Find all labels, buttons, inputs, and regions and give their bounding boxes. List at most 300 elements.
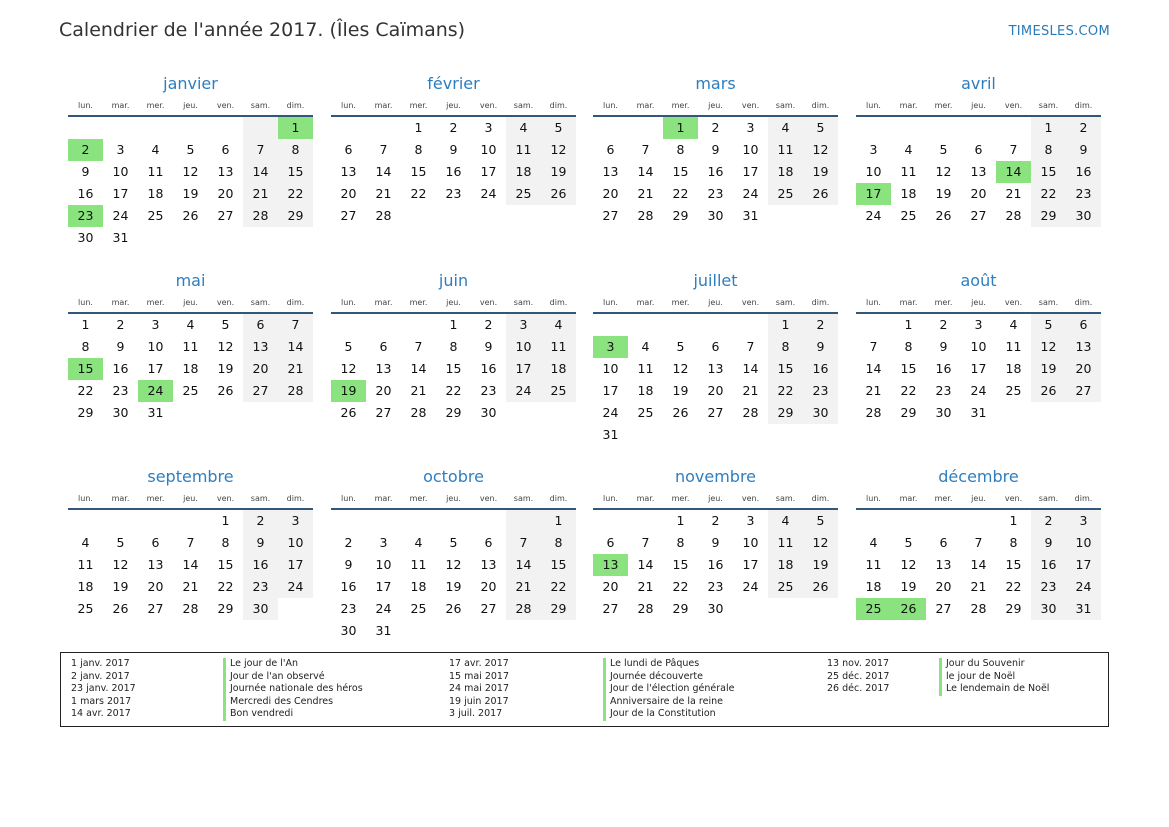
day-cell: 17 [742,164,759,179]
weekday-label: jeu. [446,100,461,110]
day-cell: 7 [746,339,755,354]
empty-day-cell [926,510,961,532]
day-cell: 12 [112,557,129,572]
day-cell: 6 [221,142,230,157]
day-cell: 14 [410,361,427,376]
weekday-label: jeu. [183,100,198,110]
day-cell: 30 [707,208,724,223]
month-11 [593,466,838,620]
legend-date: 23 janv. 2017 [71,683,136,694]
day-cell: 7 [243,139,278,161]
day-cell: 3 [869,142,878,157]
day-grid [856,314,1101,424]
day-cell: 1 [541,510,576,532]
empty-day-cell [628,510,663,532]
day-cell: 13 [147,557,164,572]
day-cell: 7 [869,339,878,354]
empty-day-cell [436,205,471,227]
weekday-label: sam. [513,493,534,503]
day-cell: 19 [803,161,838,183]
day-cell: 26 [541,183,576,205]
empty-day-cell [733,598,768,620]
day-cell: 22 [278,183,313,205]
day-cell: 28 [375,208,392,223]
holiday-legend [60,652,1109,727]
day-cell: 7 [641,142,650,157]
day-cell: 28 [742,405,759,420]
day-cell: 30 [243,598,278,620]
day-cell: 9 [449,142,458,157]
empty-day-cell [208,117,243,139]
day-cell: 29 [672,208,689,223]
day-cell: 5 [449,535,458,550]
day-cell: 10 [506,336,541,358]
empty-day-cell [506,620,541,642]
weekday-header [856,95,1101,115]
day-cell: 1 [676,513,685,528]
legend-date: 15 mai 2017 [449,670,510,682]
weekday-label: lun. [78,493,93,503]
empty-day-cell [698,314,733,336]
legend-names-2 [603,658,734,721]
day-cell: 5 [803,117,838,139]
empty-day-cell [103,510,138,532]
weekday-label: sam. [250,297,271,307]
day-cell: 24 [742,579,759,594]
day-cell: 20 [147,579,164,594]
empty-day-cell [541,402,576,424]
day-cell: 2 [116,317,125,332]
day-cell: 31 [375,623,392,638]
day-cell: 27 [217,208,234,223]
day-cell: 8 [1009,535,1018,550]
day-cell: 9 [803,336,838,358]
day-cell: 18 [637,383,654,398]
weekday-label: dim. [811,100,830,110]
empty-day-cell [541,205,576,227]
day-cell: 13 [480,557,497,572]
day-cell: 1 [221,513,230,528]
weekday-label: mer. [146,493,165,503]
day-cell: 16 [340,579,357,594]
day-cell: 24 [742,186,759,201]
day-cell: 11 [637,361,654,376]
day-cell: 17 [742,557,759,572]
legend-date: 1 mars 2017 [71,695,132,707]
day-cell: 14 [182,557,199,572]
empty-day-cell [138,117,173,139]
day-cell: 4 [541,314,576,336]
day-cell: 11 [77,557,94,572]
day-cell: 5 [803,510,838,532]
day-cell: 5 [541,117,576,139]
day-cell: 28 [506,598,541,620]
empty-day-cell [628,424,663,446]
empty-day-cell [331,510,366,532]
day-cell: 8 [676,535,685,550]
day-cell: 20 [480,579,497,594]
day-cell: 12 [803,139,838,161]
day-cell: 19 [900,579,917,594]
day-cell: 26 [217,383,234,398]
day-cell: 15 [672,164,689,179]
legend-holiday: Bon vendredi [230,708,294,719]
day-cell: 12 [935,164,952,179]
month-name: novembre [674,467,757,486]
weekday-header [331,488,576,508]
day-cell: 23 [243,576,278,598]
day-cell: 12 [340,361,357,376]
day-cell: 30 [1031,598,1066,620]
day-cell: 23 [480,383,497,398]
day-cell: 18 [1005,361,1022,376]
day-cell: 28 [637,208,654,223]
empty-day-cell [856,117,891,139]
weekday-label: dim. [811,493,830,503]
holiday-day-cell: 2 [68,139,103,161]
weekday-label: ven. [479,493,498,503]
empty-day-cell [961,117,996,139]
empty-day-cell [401,314,436,336]
day-cell: 23 [803,380,838,402]
weekday-header [68,95,313,115]
day-cell: 23 [935,383,952,398]
day-cell: 28 [865,405,882,420]
day-cell: 9 [711,535,720,550]
day-cell: 10 [970,339,987,354]
weekday-label: dim. [549,100,568,110]
day-cell: 23 [340,601,357,616]
empty-day-cell [208,402,243,424]
weekday-label: lun. [603,100,618,110]
day-cell: 25 [147,208,164,223]
day-cell: 17 [602,383,619,398]
day-cell: 16 [112,361,129,376]
day-grid [856,510,1101,620]
weekday-label: lun. [603,297,618,307]
day-cell: 31 [1066,598,1101,620]
day-cell: 10 [602,361,619,376]
empty-day-cell [243,117,278,139]
day-cell: 25 [410,601,427,616]
day-cell: 13 [340,164,357,179]
day-cell: 3 [484,120,493,135]
holiday-day-cell: 14 [996,161,1031,183]
day-cell: 29 [900,405,917,420]
day-cell: 2 [1066,117,1101,139]
empty-day-cell [278,227,313,249]
empty-day-cell [803,598,838,620]
day-cell: 27 [707,405,724,420]
legend-dates-2 [449,658,509,721]
day-cell: 29 [217,601,234,616]
weekday-label: lun. [341,493,356,503]
weekday-label: jeu. [446,493,461,503]
day-cell: 6 [606,535,615,550]
day-cell: 3 [746,513,755,528]
weekday-label: dim. [549,297,568,307]
empty-day-cell [1066,402,1101,424]
weekday-label: jeu. [708,100,723,110]
day-cell: 8 [81,339,90,354]
day-cell: 16 [707,557,724,572]
day-cell: 21 [506,576,541,598]
day-cell: 12 [900,557,917,572]
day-cell: 4 [768,510,803,532]
empty-day-cell [68,510,103,532]
day-cell: 5 [186,142,195,157]
empty-day-cell [366,314,401,336]
holiday-day-cell: 17 [856,183,891,205]
day-cell: 11 [182,339,199,354]
empty-day-cell [663,424,698,446]
day-cell: 16 [243,554,278,576]
day-cell: 10 [865,164,882,179]
day-cell: 7 [641,535,650,550]
weekday-header [593,95,838,115]
day-cell: 8 [768,336,803,358]
weekday-label: mar. [899,493,918,503]
weekday-label: jeu. [446,297,461,307]
day-cell: 22 [672,579,689,594]
day-cell: 10 [1066,532,1101,554]
weekday-label: mer. [671,100,690,110]
day-cell: 15 [1005,557,1022,572]
legend-date: 19 juin 2017 [449,695,509,707]
day-cell: 15 [768,358,803,380]
empty-day-cell [663,314,698,336]
weekday-label: dim. [549,493,568,503]
day-cell: 21 [375,186,392,201]
weekday-label: ven. [741,100,760,110]
day-cell: 29 [672,601,689,616]
weekday-header [331,292,576,312]
month-name: avril [961,74,996,93]
day-cell: 20 [970,186,987,201]
legend-dates-3 [827,658,889,696]
day-cell: 3 [116,142,125,157]
empty-day-cell [856,314,891,336]
weekday-label: mar. [374,297,393,307]
day-grid [331,117,576,227]
weekday-label: ven. [479,297,498,307]
day-cell: 8 [676,142,685,157]
day-cell: 20 [375,383,392,398]
month-2 [331,73,576,227]
legend-date: 17 avr. 2017 [449,658,509,669]
weekday-label: mer. [409,493,428,503]
day-cell: 5 [676,339,685,354]
day-cell: 9 [116,339,125,354]
day-cell: 10 [375,557,392,572]
day-cell: 15 [445,361,462,376]
month-7 [593,270,838,446]
day-cell: 30 [1066,205,1101,227]
day-cell: 15 [541,554,576,576]
empty-day-cell [961,510,996,532]
weekday-label: mer. [934,493,953,503]
day-cell: 22 [217,579,234,594]
empty-day-cell [768,424,803,446]
day-cell: 8 [1031,139,1066,161]
month-name: décembre [938,467,1019,486]
weekday-label: mer. [671,297,690,307]
day-cell: 18 [541,358,576,380]
empty-day-cell [68,117,103,139]
weekday-label: ven. [479,100,498,110]
day-cell: 14 [506,554,541,576]
day-cell: 24 [278,576,313,598]
day-cell: 8 [221,535,230,550]
day-cell: 6 [711,339,720,354]
day-cell: 27 [602,601,619,616]
day-cell: 14 [375,164,392,179]
day-cell: 19 [445,579,462,594]
weekday-label: mer. [409,100,428,110]
month-3 [593,73,838,227]
day-cell: 11 [541,336,576,358]
empty-day-cell [628,117,663,139]
day-cell: 9 [344,557,353,572]
day-cell: 21 [637,579,654,594]
empty-day-cell [926,117,961,139]
day-cell: 25 [182,383,199,398]
day-cell: 5 [904,535,913,550]
day-cell: 8 [904,339,913,354]
day-cell: 13 [970,164,987,179]
day-cell: 12 [445,557,462,572]
weekday-label: lun. [866,297,881,307]
day-cell: 29 [768,402,803,424]
day-cell: 23 [707,186,724,201]
day-cell: 5 [1031,314,1066,336]
weekday-label: dim. [286,297,305,307]
empty-day-cell [593,510,628,532]
day-cell: 23 [1066,183,1101,205]
day-cell: 16 [803,358,838,380]
empty-day-cell [331,117,366,139]
day-cell: 4 [186,317,195,332]
day-cell: 19 [112,579,129,594]
day-cell: 5 [221,317,230,332]
brand-link[interactable]: TIMESLES.COM [1008,24,1110,39]
month-10 [331,466,576,642]
day-cell: 6 [939,535,948,550]
empty-day-cell [138,227,173,249]
day-cell: 9 [1031,532,1066,554]
legend-holiday: Anniversaire de la reine [610,695,723,707]
weekday-label: sam. [775,100,796,110]
day-cell: 5 [116,535,125,550]
day-cell: 17 [278,554,313,576]
day-cell: 13 [602,164,619,179]
weekday-label: mar. [374,100,393,110]
day-grid [331,510,576,642]
day-cell: 4 [81,535,90,550]
empty-day-cell [698,424,733,446]
weekday-label: dim. [286,100,305,110]
day-cell: 11 [865,557,882,572]
day-cell: 30 [112,405,129,420]
day-cell: 30 [480,405,497,420]
day-cell: 28 [637,601,654,616]
day-cell: 26 [935,208,952,223]
empty-day-cell [243,227,278,249]
day-cell: 25 [768,183,803,205]
weekday-label: mer. [146,297,165,307]
empty-day-cell [768,205,803,227]
day-cell: 4 [151,142,160,157]
weekday-label: ven. [741,297,760,307]
day-cell: 12 [1031,336,1066,358]
weekday-label: sam. [1038,493,1059,503]
weekday-label: lun. [603,493,618,503]
weekday-label: dim. [1074,297,1093,307]
legend-holiday: Jour du Souvenir [946,658,1025,669]
day-cell: 19 [217,361,234,376]
day-cell: 27 [243,380,278,402]
day-cell: 24 [112,208,129,223]
empty-day-cell [803,424,838,446]
day-cell: 10 [147,339,164,354]
day-cell: 25 [768,576,803,598]
day-cell: 21 [182,579,199,594]
empty-day-cell [208,227,243,249]
month-8 [856,270,1101,424]
day-cell: 27 [480,601,497,616]
weekday-label: lun. [341,100,356,110]
weekday-label: mar. [899,297,918,307]
day-cell: 12 [803,532,838,554]
empty-day-cell [138,510,173,532]
day-cell: 21 [1005,186,1022,201]
day-cell: 22 [768,380,803,402]
day-cell: 5 [344,339,353,354]
weekday-label: dim. [286,493,305,503]
holiday-day-cell: 23 [68,205,103,227]
empty-day-cell [436,510,471,532]
weekday-label: sam. [1038,297,1059,307]
day-cell: 7 [186,535,195,550]
empty-day-cell [891,510,926,532]
day-cell: 25 [77,601,94,616]
day-cell: 23 [707,579,724,594]
day-cell: 14 [637,557,654,572]
day-cell: 22 [1005,579,1022,594]
holiday-day-cell: 15 [68,358,103,380]
day-cell: 3 [974,317,983,332]
day-cell: 30 [340,623,357,638]
day-cell: 26 [672,405,689,420]
day-cell: 22 [541,576,576,598]
weekday-label: lun. [78,297,93,307]
empty-day-cell [471,205,506,227]
day-cell: 21 [243,183,278,205]
day-cell: 15 [278,161,313,183]
day-cell: 25 [900,208,917,223]
day-cell: 7 [506,532,541,554]
weekday-label: mer. [409,297,428,307]
day-cell: 6 [606,142,615,157]
weekday-label: dim. [1074,100,1093,110]
day-cell: 22 [77,383,94,398]
day-cell: 22 [1031,183,1066,205]
day-cell: 1 [904,317,913,332]
day-cell: 11 [410,557,427,572]
day-cell: 12 [541,139,576,161]
legend-date: 14 avr. 2017 [71,708,131,719]
empty-day-cell [173,402,208,424]
